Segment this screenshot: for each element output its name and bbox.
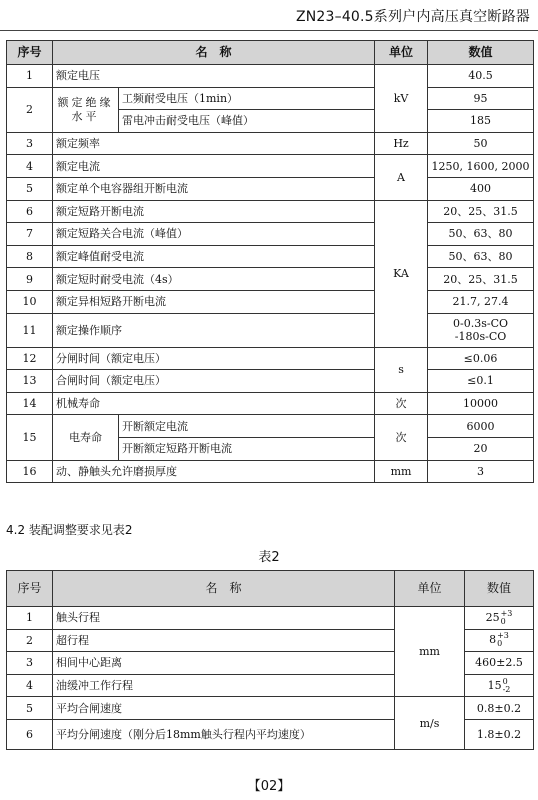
row-value: 10000	[428, 392, 534, 415]
row-value	[465, 607, 534, 630]
table-row	[7, 370, 534, 393]
spec-table-2	[6, 570, 534, 750]
row-name: 开断额定电流	[119, 415, 375, 438]
value-base: 8	[489, 633, 497, 647]
header-value: 数值	[428, 41, 534, 65]
table-row	[7, 268, 534, 291]
tolerance-lower: 0	[497, 639, 503, 649]
row-unit: mm	[395, 607, 465, 697]
row-no: 15	[7, 415, 53, 460]
row-name: 分闸时间（额定电压）	[53, 347, 375, 370]
row-group: 电寿命	[53, 415, 119, 460]
row-name: 合闸时间（额定电压）	[53, 370, 375, 393]
row-value	[465, 629, 534, 652]
value-base: 15	[487, 678, 502, 692]
table-row	[7, 460, 534, 483]
row-unit: KA	[375, 200, 428, 347]
page-header-title: ZN23–40.5系列户内高压真空断路器	[295, 9, 530, 25]
value-base: 25	[485, 610, 500, 624]
table-row	[7, 155, 534, 178]
row-unit: A	[375, 155, 428, 200]
row-name: 额定频率	[53, 132, 375, 155]
header-name: 名 称	[53, 571, 395, 607]
row-value: 50、63、80	[428, 223, 534, 246]
header-unit: 单位	[395, 571, 465, 607]
row-value: 21.7, 27.4	[428, 290, 534, 313]
row-name: 额定短路关合电流（峰值）	[53, 223, 375, 246]
row-name: 开断额定短路开断电流	[119, 437, 375, 460]
row-value: 400	[428, 177, 534, 200]
row-group: 额定绝缘水平	[53, 87, 119, 132]
tolerance-upper: 0	[502, 676, 508, 686]
table-row	[7, 697, 534, 720]
row-name: 额定短时耐受电流（4s）	[53, 268, 375, 291]
table-row	[7, 87, 534, 110]
tolerance-lower: 0	[500, 616, 506, 626]
header-no: 序号	[7, 41, 53, 65]
tolerance-lower: -2	[502, 684, 511, 694]
table-row	[7, 415, 534, 438]
row-no: 5	[7, 697, 53, 720]
row-value: 460±2.5	[465, 652, 534, 675]
table-row	[7, 607, 534, 630]
row-name: 额定异相短路开断电流	[53, 290, 375, 313]
row-name: 雷电冲击耐受电压（峰值）	[119, 110, 375, 133]
row-value	[428, 313, 534, 347]
row-unit: s	[375, 347, 428, 392]
row-unit: m/s	[395, 697, 465, 750]
row-name: 额定短路开断电流	[53, 200, 375, 223]
table-header-row	[7, 571, 534, 607]
header-name: 名 称	[53, 41, 375, 65]
row-no: 6	[7, 719, 53, 749]
row-value: 40.5	[428, 65, 534, 88]
row-value: 95	[428, 87, 534, 110]
header-value: 数值	[465, 571, 534, 607]
row-unit: 次	[375, 415, 428, 460]
row-name: 机械寿命	[53, 392, 375, 415]
table2-title: 表2	[258, 550, 280, 565]
tolerance-upper: +3	[497, 631, 509, 641]
row-value: 50	[428, 132, 534, 155]
row-name: 平均分闸速度（刚分后18mm触头行程内平均速度）	[53, 719, 395, 749]
row-value: 0.8±0.2	[465, 697, 534, 720]
row-no: 4	[7, 674, 53, 697]
row-value: 1.8±0.2	[465, 719, 534, 749]
row-value: 20	[428, 437, 534, 460]
row-value-line: -180s-CO	[454, 330, 507, 344]
row-no: 3	[7, 132, 53, 155]
table-row	[7, 313, 534, 347]
row-value: 50、63、80	[428, 245, 534, 268]
row-no: 7	[7, 223, 53, 246]
row-no: 14	[7, 392, 53, 415]
row-name: 动、静触头允许磨损厚度	[53, 460, 375, 483]
tolerance	[501, 610, 513, 626]
table-row	[7, 290, 534, 313]
row-name: 工频耐受电压（1min）	[119, 87, 375, 110]
row-value: 6000	[428, 415, 534, 438]
tolerance-upper: +3	[500, 608, 513, 618]
row-name: 额定电流	[53, 155, 375, 178]
row-unit: 次	[375, 392, 428, 415]
row-value-line: 0-0.3s-CO	[453, 317, 509, 331]
row-no: 1	[7, 65, 53, 88]
row-value: ≤0.06	[428, 347, 534, 370]
row-unit: mm	[375, 460, 428, 483]
row-no: 9	[7, 268, 53, 291]
row-value: 3	[428, 460, 534, 483]
header-divider	[0, 30, 538, 31]
tolerance	[497, 632, 509, 648]
row-name: 额定操作顺序	[53, 313, 375, 347]
row-name: 超行程	[53, 629, 395, 652]
row-value: 20、25、31.5	[428, 200, 534, 223]
table-row	[7, 177, 534, 200]
row-no: 8	[7, 245, 53, 268]
table-row	[7, 65, 534, 88]
row-unit: Hz	[375, 132, 428, 155]
row-no: 10	[7, 290, 53, 313]
row-no: 11	[7, 313, 53, 347]
row-no: 2	[7, 87, 53, 132]
tolerance	[503, 678, 511, 694]
row-no: 3	[7, 652, 53, 675]
table-row	[7, 347, 534, 370]
row-value: 185	[428, 110, 534, 133]
row-no: 16	[7, 460, 53, 483]
row-value	[465, 674, 534, 697]
row-no: 5	[7, 177, 53, 200]
table-row	[7, 223, 534, 246]
header-unit: 单位	[375, 41, 428, 65]
table-row	[7, 200, 534, 223]
row-no: 2	[7, 629, 53, 652]
section-heading: 4.2 装配调整要求见表2	[6, 523, 133, 537]
table-row	[7, 132, 534, 155]
row-no: 6	[7, 200, 53, 223]
row-name: 平均合闸速度	[53, 697, 395, 720]
row-no: 12	[7, 347, 53, 370]
table-header-row	[7, 41, 534, 65]
spec-table-1	[6, 40, 534, 483]
row-no: 1	[7, 607, 53, 630]
row-name: 油缓冲工作行程	[53, 674, 395, 697]
row-value: ≤0.1	[428, 370, 534, 393]
row-name: 额定单个电容器组开断电流	[53, 177, 375, 200]
row-name: 触头行程	[53, 607, 395, 630]
row-name: 相间中心距离	[53, 652, 395, 675]
row-value: 1250, 1600, 2000	[428, 155, 534, 178]
row-no: 4	[7, 155, 53, 178]
row-name: 额定峰值耐受电流	[53, 245, 375, 268]
row-name: 额定电压	[53, 65, 375, 88]
table-row	[7, 245, 534, 268]
page-number: 【02】	[247, 779, 291, 794]
header-no: 序号	[7, 571, 53, 607]
row-no: 13	[7, 370, 53, 393]
table-row	[7, 392, 534, 415]
row-unit: kV	[375, 65, 428, 133]
row-value: 20、25、31.5	[428, 268, 534, 291]
